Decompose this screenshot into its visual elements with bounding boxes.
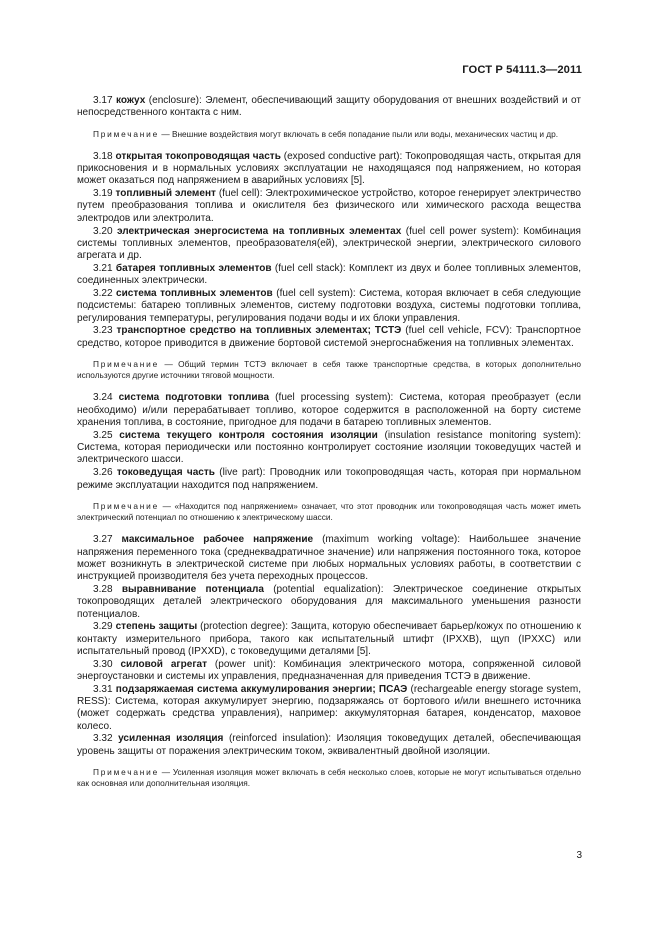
entry-term: выравнивание потенциала	[121, 583, 264, 595]
entry-number: 3.18	[93, 150, 113, 162]
entry-term: система топливных элементов	[116, 288, 273, 300]
entry-number: 3.17	[93, 95, 113, 106]
entry-term: топливный элемент	[115, 188, 216, 200]
entry-number: 3.25	[93, 429, 113, 441]
entry-definition: (protection degree): Защита, которую обеспечивает барьер/кожух по отношению к контакту измерительного прибора, такого как испытательный штифт (IPXXB), щуп (IPXXC) или испытательный провод (IPXXD), с токоведущими деталями [5].	[77, 621, 582, 657]
definition-entry	[77, 325, 581, 350]
entry-definition: (exposed conductive part): Токопроводящая часть, открытая для прикосновения и в нормальных условиях эксплуатации не находящаяся под напряжением, но которая может оказаться под напряжением в аварийных условиях [5].	[77, 150, 581, 187]
entry-term: подзаряжаемая система аккумулирования энергии; ПСАЭ	[115, 683, 408, 695]
note-label: Примечание	[93, 128, 160, 139]
note	[77, 359, 581, 381]
entry-definition: (maximum working voltage): Наибольшее значение напряжения переменного тока (среднеквадратичное значение) или напряжения постоянного тока, которое может возникнуть в электрической системе при любых нормальных условиях работы, в соответствии с инструкцией производителя без учета переходных процессов.	[77, 534, 582, 583]
entry-definition: (enclosure): Элемент, обеспечивающий защиту оборудования от внешних воздействий и от непосредственного контакта с ним.	[77, 95, 581, 119]
entry-definition: (fuel cell stack): Комплект из двух и более топливных элементов, соединенных электрически.	[77, 262, 581, 287]
entry-term: батарея топливных элементов	[115, 262, 272, 274]
entry-definition: (fuel cell power system): Комбинация системы топливных элементов, преобразователя(ей), электрической энергии, электрического силового агрегата и др.	[77, 225, 581, 262]
entry-term: открытая токопроводящая часть	[115, 150, 281, 162]
entry-number: 3.24	[93, 392, 113, 404]
entry-term: силовой агрегат	[120, 658, 208, 670]
definition-entry	[77, 733, 581, 758]
entry-term: кожух	[116, 95, 146, 106]
entry-term: максимальное рабочее напряжение	[121, 534, 314, 546]
entry-definition: (fuel cell vehicle, FCV): Транспортное средство, которое приводится в движение бортовой системой энергоснабжения на топливных элементах.	[77, 325, 581, 349]
entry-term: система текущего контроля состояния изоляции	[119, 429, 378, 441]
definition-entry	[77, 684, 581, 733]
entry-term: токоведущая часть	[116, 467, 215, 479]
entry-term: электрическая энергосистема на топливных элементах	[117, 225, 402, 237]
definition-entry	[77, 430, 581, 467]
definition-entry	[77, 288, 581, 325]
entry-definition: (potential equalization): Электрическое соединение открытых токопроводящих деталей электрического оборудования для максимального уменьшения разности потенциалов.	[77, 583, 581, 620]
entry-definition: (reinforced insulation): Изоляция токоведущих деталей, обеспечивающая уровень защиты от поражения электрическим током, эквивалентный двойной изоляции.	[77, 733, 581, 757]
note-label: Примечание	[93, 500, 160, 511]
entry-number: 3.27	[93, 534, 113, 546]
note	[77, 129, 581, 140]
entry-definition: (power unit): Комбинация электрического мотора, сопряженной силовой энергоустановки и системы их управления, предназначенная для приведения ТСТЭ в движение.	[77, 658, 581, 682]
definition-entry	[77, 188, 581, 225]
definition-entry	[77, 263, 581, 288]
definition-entry	[77, 621, 581, 658]
document-body	[77, 95, 581, 800]
note	[77, 767, 581, 789]
entry-number: 3.19	[93, 188, 113, 200]
document-header: ГОСТ Р 54111.3—2011	[462, 64, 582, 76]
entry-number: 3.21	[93, 262, 113, 274]
entry-term: степень защиты	[115, 621, 198, 633]
definition-entry	[77, 467, 581, 492]
entry-definition: (fuel cell system): Система, которая включает в себя следующие подсистемы: батарею топливных элементов, систему подготовки воздуха, системы подготовки топлива, регулирования температуры, регулирования подачи воды и их блоки управления.	[77, 288, 581, 324]
entry-number: 3.23	[93, 325, 113, 337]
entry-term: транспортное средство на топливных элементах; ТСТЭ	[116, 325, 402, 337]
note-text: — «Находится под напряжением» означает, что этот проводник или токопроводящая часть может иметь электрический потенциал по отношению к электрическому шасси.	[77, 500, 581, 523]
entry-definition: (fuel cell): Электрохимическое устройство, которое генерирует электричество путем преобразования топлива и окислителя без физического или химического расхода вещества электродов или электролита.	[77, 188, 581, 224]
definition-entry	[77, 226, 581, 263]
definition-entry	[77, 534, 581, 583]
entry-definition: (live part): Проводник или токопроводящая часть, которая при нормальном режиме эксплуатации находится под напряжением.	[77, 467, 581, 491]
note-label: Примечание	[93, 767, 160, 778]
note-text: — Усиленная изоляция может включать в себя несколько слоев, которые не могут испытываться отдельно как основная или дополнительная изоляция.	[77, 767, 581, 789]
definition-entry	[77, 151, 581, 188]
entry-definition: (insulation resistance monitoring system): Система, которая периодически или постоянно контролирует состояние изоляции токоведущих частей и электрического шасси.	[77, 429, 581, 466]
page-number: 3	[576, 850, 582, 861]
definition-entry	[77, 584, 581, 621]
entry-number: 3.22	[93, 288, 113, 300]
entry-number: 3.30	[93, 658, 113, 670]
note	[77, 501, 581, 523]
entry-number: 3.29	[93, 621, 113, 633]
entry-term: система подготовки топлива	[118, 392, 270, 404]
entry-number: 3.26	[93, 467, 113, 479]
definition-entry	[77, 659, 581, 684]
definition-entry	[77, 95, 581, 120]
note-text: — Внешние воздействия могут включать в себя попадание пыли или воды, механических частиц и др.	[161, 128, 559, 139]
note-text: — Общий термин ТСТЭ включает в себя также транспортные средства, в которых дополнительно используются другие источники тяговой мощности.	[77, 359, 581, 381]
entry-number: 3.31	[93, 683, 113, 695]
entry-number: 3.32	[93, 733, 113, 745]
entry-number: 3.28	[93, 583, 113, 595]
note-label: Примечание	[93, 359, 160, 370]
entry-number: 3.20	[93, 225, 113, 237]
entry-definition: (rechargeable energy storage system, RESS): Система, которая аккумулирует энергию, подзаряжаясь от бортового и/или внешнего источника (может содержать средства управления), например: аккумуляторная батарея, конденсатор, маховое колесо.	[77, 683, 581, 732]
entry-definition: (fuel processing system): Система, которая преобразует (если необходимо) и/или перерабатывает топливо, которое содержится в расположенной на борту системе хранения топлива, в состояние, пригодное для подачи в батарею топливных элементов.	[77, 392, 581, 429]
definition-entry	[77, 392, 581, 429]
entry-term: усиленная изоляция	[118, 733, 224, 745]
